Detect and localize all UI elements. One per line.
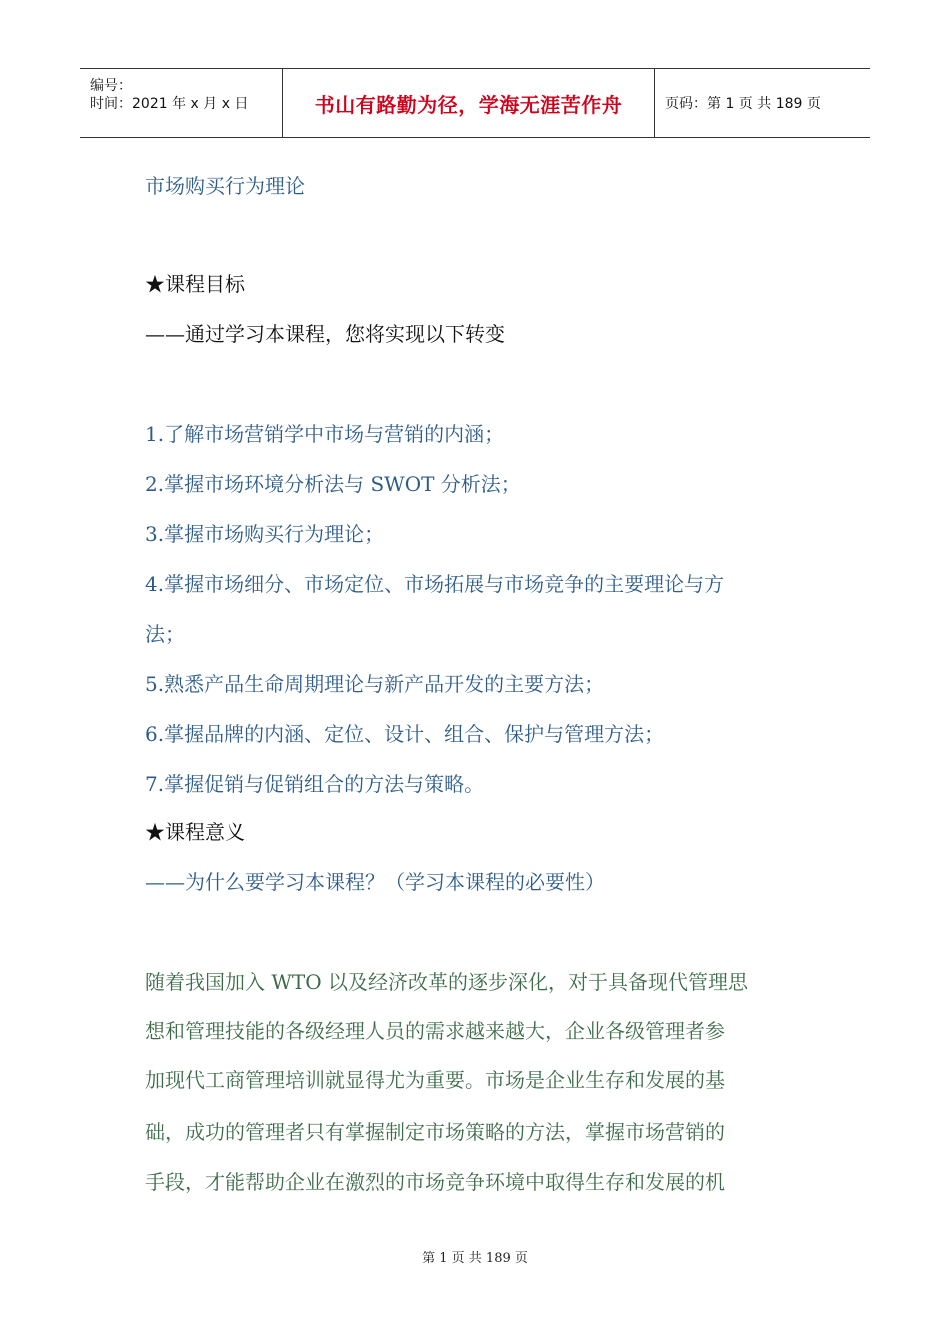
page-footer: 第 1 页 共 189 页 <box>422 1251 528 1266</box>
goal-item-continuation: 法； <box>145 622 185 646</box>
meaning-subtitle: ——为什么要学习本课程？（学习本课程的必要性） <box>145 870 605 894</box>
header-date-label: 时间：2021 年 x 月 x 日 <box>90 96 249 112</box>
paragraph-line: 加现代工商管理培训就显得尤为重要。市场是企业生存和发展的基 <box>145 1068 725 1092</box>
paragraph-line: 手段，才能帮助企业在激烈的市场竞争环境中取得生存和发展的机 <box>145 1170 725 1194</box>
goal-item: 7.掌握促销与促销组合的方法与策略。 <box>145 772 485 796</box>
header-page-info: 页码：第 1 页 共 189 页 <box>665 96 821 112</box>
header-meta-cell <box>80 69 283 137</box>
page-header <box>80 68 870 138</box>
doc-title: 市场购买行为理论 <box>145 174 305 198</box>
goal-subtitle: ——通过学习本课程，您将实现以下转变 <box>145 322 505 346</box>
paragraph-line: 础，成功的管理者只有掌握制定市场策略的方法，掌握市场营销的 <box>145 1120 725 1144</box>
paragraph-line: 随着我国加入 WTO 以及经济改革的逐步深化，对于具备现代管理思 <box>145 970 749 994</box>
header-number-label: 编号： <box>90 78 132 94</box>
goal-item: 1.了解市场营销学中市场与营销的内涵； <box>145 422 505 446</box>
header-page-cell <box>655 69 870 137</box>
goal-item: 2.掌握市场环境分析法与 SWOT 分析法； <box>145 472 521 496</box>
header-motto-cell <box>283 69 655 137</box>
paragraph-line: 想和管理技能的各级经理人员的需求越来越大，企业各级管理者参 <box>145 1019 725 1043</box>
header-motto: 书山有路勤为径，学海无涯苦作舟 <box>314 92 623 117</box>
goal-item: 6.掌握品牌的内涵、定位、设计、组合、保护与管理方法； <box>145 722 665 746</box>
goal-item: 5.熟悉产品生命周期理论与新产品开发的主要方法； <box>145 672 605 696</box>
meaning-heading: ★课程意义 <box>145 820 245 844</box>
goal-heading: ★课程目标 <box>145 272 245 296</box>
goal-item: 4.掌握市场细分、市场定位、市场拓展与市场竞争的主要理论与方 <box>145 572 725 596</box>
goal-item: 3.掌握市场购买行为理论； <box>145 522 385 546</box>
